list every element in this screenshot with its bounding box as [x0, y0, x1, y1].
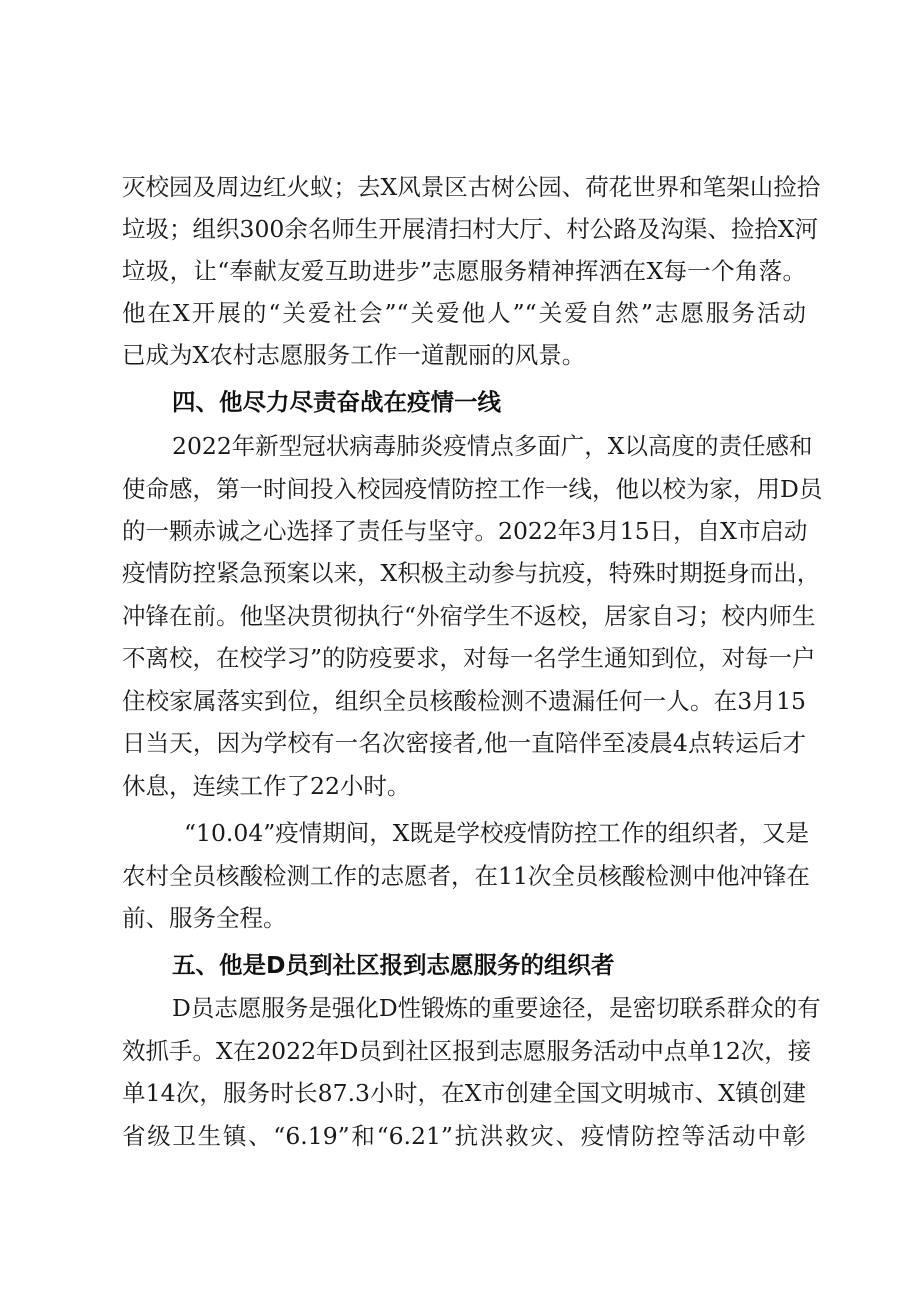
paragraph-line: “10.04”疫情期间，X既是学校疫情防控工作的组织者，又是	[184, 819, 810, 847]
paragraph-line: 前、服务全程。	[122, 904, 287, 932]
paragraph-line: 的一颗赤诚之心选择了责任与坚守。2022年3月15日，自X市启动	[122, 517, 808, 545]
paragraph-line: 他在X开展的“关爱社会”“关爱他人”“关爱自然”志愿服务活动	[122, 299, 806, 327]
paragraph-line: 垃圾；组织300余名师生开展清扫村大厅、村公路及沟渠、捡拾X河	[122, 215, 819, 243]
section-heading-4: 四、他尽力尽责奋战在疫情一线	[172, 388, 501, 416]
paragraph-line: 效抓手。X在2022年D员到社区报到志愿服务活动中点单12次，接	[122, 1037, 812, 1065]
paragraph-line: 疫情防控紧急预案以来，X积极主动参与抗疫，特殊时期挺身而出，	[122, 559, 821, 587]
paragraph-line: 垃圾，让“奉献友爱互助进步”志愿服务精神挥洒在X每一个角落。	[122, 257, 806, 285]
paragraph-line: 住校家属落实到位，组织全员核酸检测不遗漏任何一人。在3月15	[122, 687, 806, 715]
paragraph-line: 不离校，在校学习”的防疫要求，对每一名学生通知到位，对每一户	[122, 644, 816, 672]
paragraph-line: 已成为X农村志愿服务工作一道靓丽的风景。	[122, 341, 586, 369]
paragraph-line: 使命感，第一时间投入校园疫情防控工作一线，他以校为家，用D员	[122, 475, 823, 503]
paragraph-line: 省级卫生镇、“6.19”和“6.21”抗洪救灾、疫情防控等活动中彰	[122, 1122, 806, 1150]
paragraph-line: 农村全员核酸检测工作的志愿者，在11次全员核酸检测中他冲锋在	[122, 862, 810, 890]
paragraph-line: D员志愿服务是强化D性锻炼的重要途径，是密切联系群众的有	[172, 994, 821, 1022]
paragraph-line: 日当天，因为学校有一名次密接者,他一直陪伴至凌晨4点转运后才	[122, 729, 806, 757]
paragraph-line: 休息，连续工作了22小时。	[122, 772, 411, 800]
section-heading-5: 五、他是D员到社区报到志愿服务的组织者	[172, 951, 615, 979]
paragraph-line: 2022年新型冠状病毒肺炎疫情点多面广，X以高度的责任感和	[172, 432, 813, 460]
paragraph-line: 灭校园及周边红火蚁；去X风景区古树公园、荷花世界和笔架山捡拾	[122, 173, 821, 201]
paragraph-line: 冲锋在前。他坚决贯彻执行“外宿学生不返校，居家自习；校内师生	[122, 602, 816, 630]
paragraph-line: 单14次，服务时长87.3小时，在X市创建全国文明城市、X镇创建	[122, 1079, 806, 1107]
